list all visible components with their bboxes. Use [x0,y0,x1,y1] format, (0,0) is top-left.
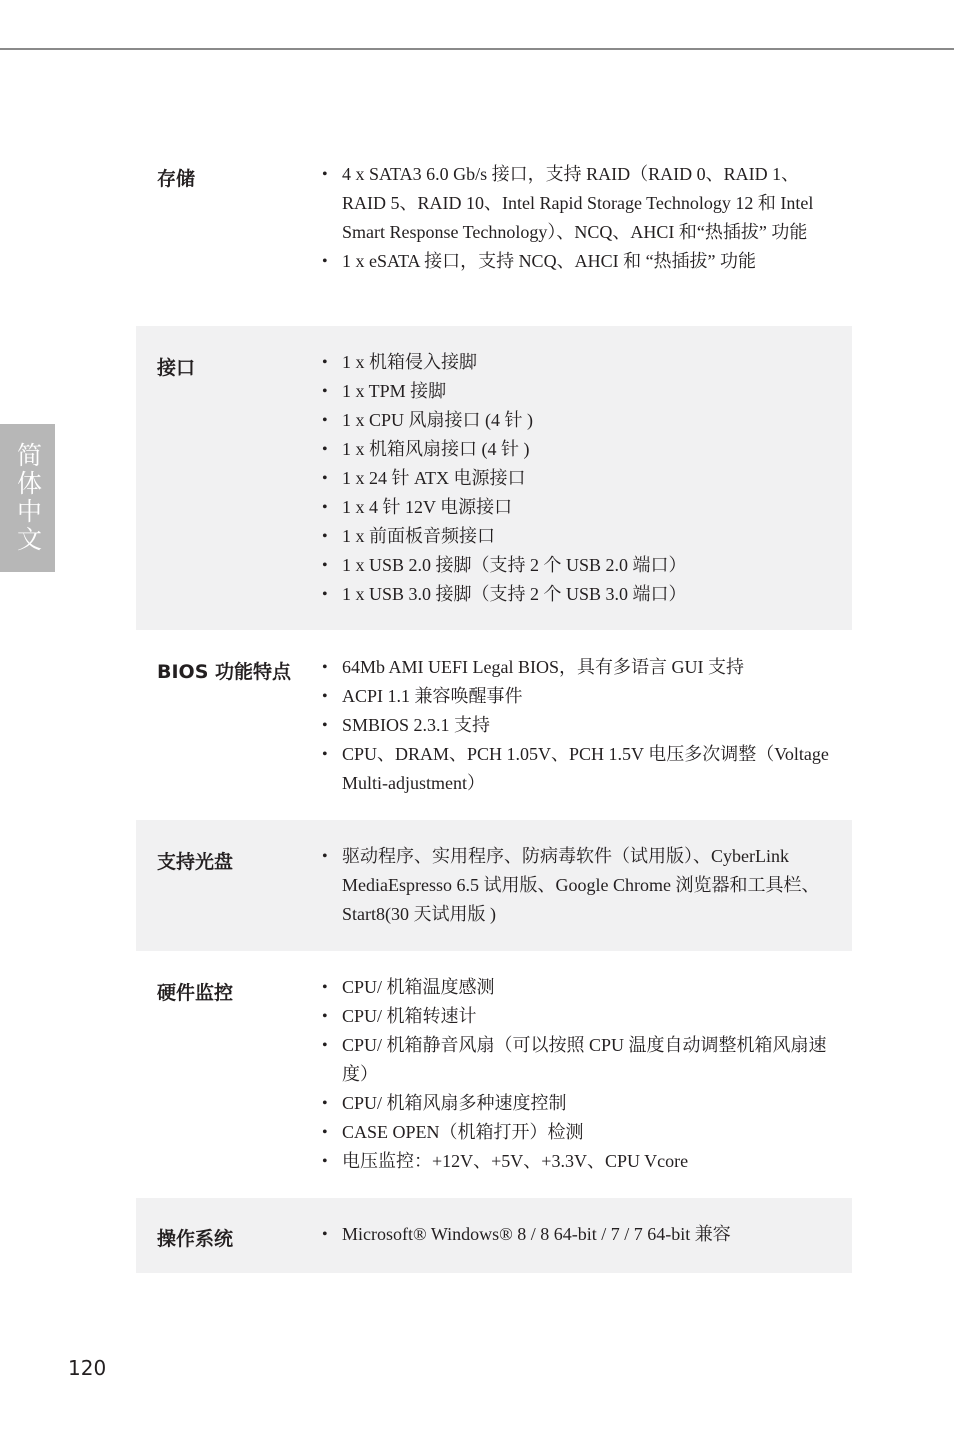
bullet-icon: • [322,586,328,603]
spec-list [322,842,832,929]
bullet-icon: • [322,746,328,763]
bullet-icon: • [322,1226,328,1243]
list-item: • CPU/ 机箱风扇多种速度控制 [342,1089,832,1118]
bullet-icon: • [322,688,328,705]
list-item: • 4 x SATA3 6.0 Gb/s 接口，支持 RAID（RAID 0、RAID 1、RAID 5、RAID 10、Intel Rapid Storage Technology 12 和 Intel Smart Response Technology）、NCQ、AHCI 和“热插拔” 功能 [342,160,832,247]
list-item: • 1 x 4 针 12V 电源接口 [342,493,832,522]
spec-label: 支持光盘 [157,851,234,873]
list-item: • 64Mb AMI UEFI Legal BIOS，具有多语言 GUI 支持 [342,653,832,682]
bullet-icon: • [322,412,328,429]
spec-row-connectors [136,326,852,630]
spec-list [322,973,832,1176]
top-rule [0,48,954,50]
list-item: • 1 x TPM 接脚 [342,377,832,406]
bullet-icon: • [322,166,328,183]
list-item: • 1 x 机箱侵入接脚 [342,348,832,377]
spec-label: 接口 [157,357,196,379]
list-item: • Microsoft® Windows® 8 / 8 64-bit / 7 / 7 64-bit 兼容 [342,1220,832,1249]
bullet-icon: • [322,499,328,516]
bullet-icon: • [322,253,328,270]
spec-list [322,653,832,798]
page-number: 120 [68,1356,107,1380]
bullet-icon: • [322,717,328,734]
bullet-icon: • [322,1124,328,1141]
spec-row-storage [136,140,852,326]
bullet-icon: • [322,557,328,574]
spec-label: 存储 [157,168,196,190]
bullet-icon: • [322,848,328,865]
bullet-icon: • [322,354,328,371]
list-item: • ACPI 1.1 兼容唤醒事件 [342,682,832,711]
list-item: • CPU、DRAM、PCH 1.05V、PCH 1.5V 电压多次调整（Voltage Multi-adjustment） [342,740,832,798]
list-item: • CPU/ 机箱温度感测 [342,973,832,1002]
spec-row-os [136,1198,852,1273]
list-item: • 1 x 前面板音频接口 [342,522,832,551]
bullet-icon: • [322,528,328,545]
spec-list [322,348,832,609]
bullet-icon: • [322,659,328,676]
list-item: • SMBIOS 2.3.1 支持 [342,711,832,740]
spec-list [322,1220,832,1249]
language-side-tab [0,424,55,572]
spec-row-hardware-monitor [136,951,852,1198]
bullet-icon: • [322,1095,328,1112]
list-item: • 1 x 24 针 ATX 电源接口 [342,464,832,493]
list-item: • 电压监控：+12V、+5V、+3.3V、CPU Vcore [342,1147,832,1176]
list-item: • 1 x 机箱风扇接口 (4 针 ) [342,435,832,464]
bullet-icon: • [322,383,328,400]
spec-row-support-cd [136,820,852,951]
list-item: • 驱动程序、实用程序、防病毒软件（试用版）、CyberLink MediaEspresso 6.5 试用版、Google Chrome 浏览器和工具栏、Start8(30 天试用版 ) [342,842,832,929]
spec-list [322,160,832,276]
spec-label: BIOS 功能特点 [157,661,292,683]
list-item: • CPU/ 机箱转速计 [342,1002,832,1031]
bullet-icon: • [322,470,328,487]
spec-label: 硬件监控 [157,982,234,1004]
bullet-icon: • [322,1153,328,1170]
bullet-icon: • [322,1037,328,1054]
bullet-icon: • [322,979,328,996]
list-item: • 1 x USB 3.0 接脚（支持 2 个 USB 3.0 端口） [342,580,832,609]
list-item: • 1 x CPU 风扇接口 (4 针 ) [342,406,832,435]
bullet-icon: • [322,1008,328,1025]
language-side-tab-label: 简体中文 [13,442,43,554]
list-item: • CASE OPEN（机箱打开）检测 [342,1118,832,1147]
list-item: • CPU/ 机箱静音风扇（可以按照 CPU 温度自动调整机箱风扇速度） [342,1031,832,1089]
spec-row-bios [136,630,852,820]
list-item: • 1 x USB 2.0 接脚（支持 2 个 USB 2.0 端口） [342,551,832,580]
list-item: • 1 x eSATA 接口，支持 NCQ、AHCI 和 “热插拔” 功能 [342,247,832,276]
spec-label: 操作系统 [157,1228,234,1250]
bullet-icon: • [322,441,328,458]
